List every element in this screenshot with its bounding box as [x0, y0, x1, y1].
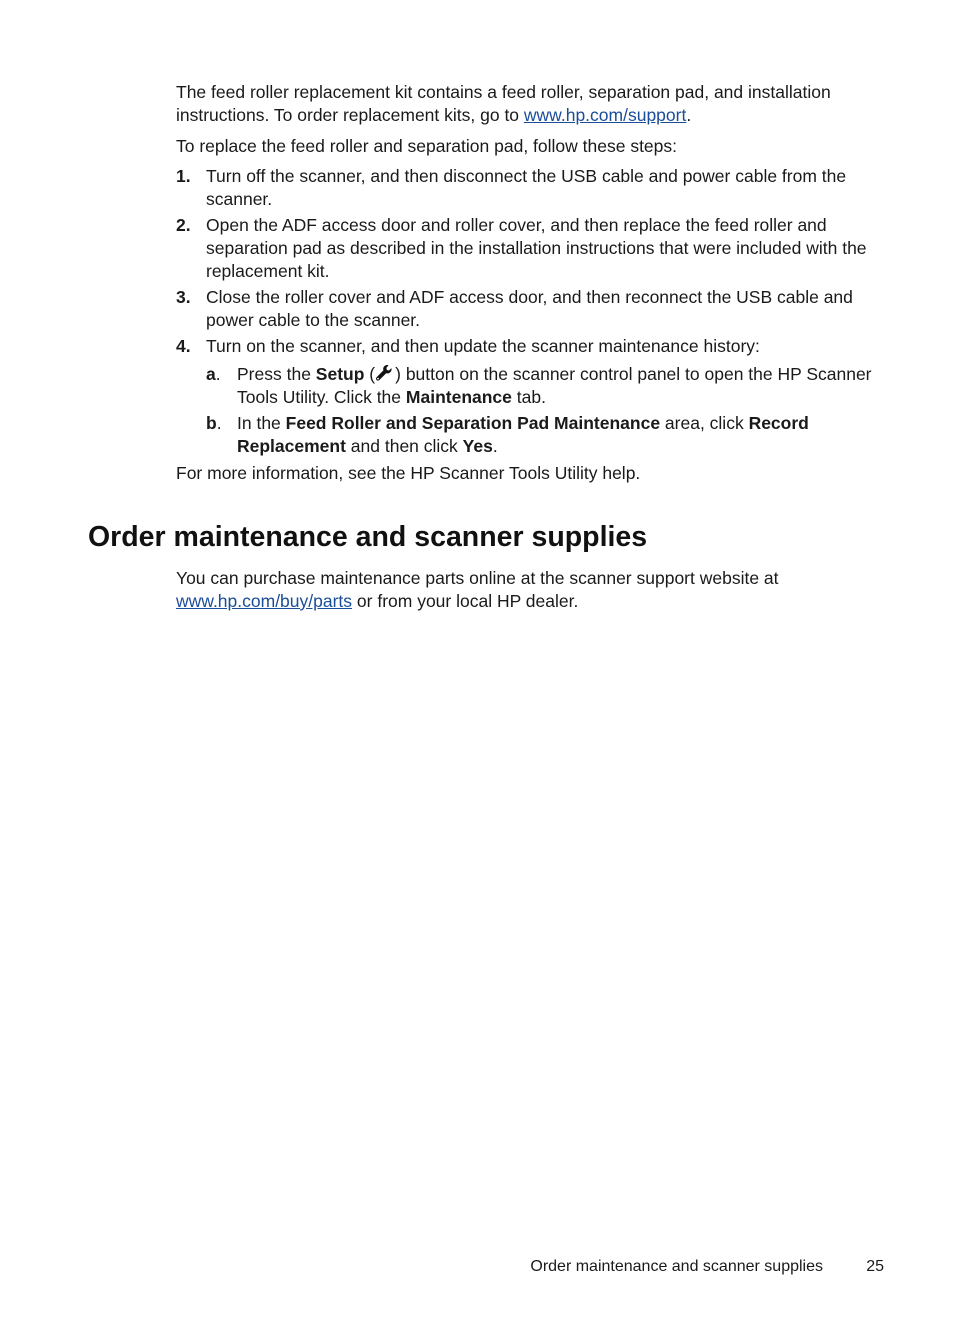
step-number: 2.	[176, 215, 191, 235]
step-item	[176, 335, 888, 458]
step-item	[176, 214, 888, 283]
section-paragraph	[176, 567, 888, 613]
maintenance-label: Maintenance	[405, 387, 512, 407]
section-heading: Order maintenance and scanner supplies	[88, 521, 648, 553]
record-replacement-label: Record Replacement	[237, 413, 809, 456]
substep-text: (	[364, 364, 376, 384]
intro-period: .	[686, 105, 692, 125]
step-text: Turn on the scanner, and then update the scanner maintenance history:	[206, 336, 760, 356]
section-text: You can purchase maintenance parts online at the scanner support website at	[176, 568, 779, 588]
step-number: 4.	[176, 336, 191, 356]
steps-lead: To replace the feed roller and separation pad, follow these steps:	[176, 136, 678, 156]
substep-text: In the	[237, 413, 286, 433]
page-number: 25	[866, 1258, 884, 1275]
substep-letter: a.	[206, 364, 221, 384]
footer-title: Order maintenance and scanner supplies	[530, 1258, 823, 1275]
substep-text: and then click	[345, 436, 463, 456]
maintenance-area-label: Feed Roller and Separation Pad Maintenance	[285, 413, 661, 433]
main-content	[176, 81, 888, 485]
substep-text: area, click	[660, 413, 749, 433]
substep-text: .	[492, 436, 498, 456]
substeps-list	[206, 363, 888, 458]
intro-text: The feed roller replacement kit contains a feed roller, separation pad, and installation instructions. To order replacement kits, go to	[176, 82, 831, 125]
wrench-icon	[375, 364, 395, 383]
substep-letter: b.	[206, 413, 222, 433]
steps-list	[176, 165, 888, 458]
substep-text: ) button on the scanner control panel to open the HP Scanner Tools Utility. Click the	[237, 364, 872, 407]
step-text: Open the ADF access door and roller cover, and then replace the feed roller and separation pad as described in the installation instructions that were included with the replacement kit.	[206, 215, 867, 281]
more-info-text: For more information, see the HP Scanner Tools Utility help.	[176, 463, 641, 483]
step-number: 1.	[176, 166, 191, 186]
step-item	[176, 286, 888, 332]
parts-link[interactable]: www.hp.com/buy/parts	[176, 591, 353, 611]
section-text-end: or from your local HP dealer.	[352, 591, 579, 611]
substep-item	[206, 363, 888, 409]
intro-paragraph	[176, 81, 888, 127]
substep-text: tab.	[511, 387, 546, 407]
setup-label: Setup	[315, 364, 365, 384]
step-item	[176, 165, 888, 211]
yes-label: Yes	[462, 436, 493, 456]
step-text: Turn off the scanner, and then disconnect the USB cable and power cable from the scanner.	[206, 166, 847, 209]
step-text: Close the roller cover and ADF access door, and then reconnect the USB cable and power cable to the scanner.	[206, 287, 853, 330]
substep-text: Press the	[237, 364, 316, 384]
step-number: 3.	[176, 287, 191, 307]
substep-item	[206, 412, 888, 458]
support-link[interactable]: www.hp.com/support	[523, 105, 687, 125]
